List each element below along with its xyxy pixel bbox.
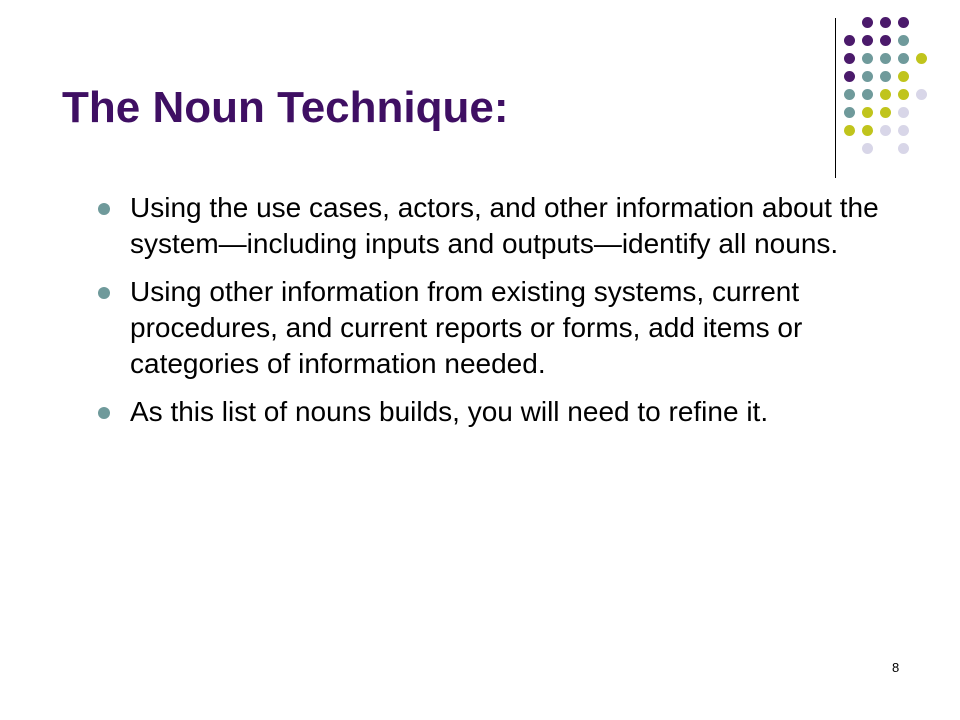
decorative-dot bbox=[898, 35, 909, 46]
bullet-list bbox=[96, 190, 896, 442]
decorative-dot bbox=[916, 53, 927, 64]
bullet-item bbox=[96, 190, 896, 262]
decorative-dot bbox=[916, 89, 927, 100]
decorative-dot bbox=[898, 107, 909, 118]
decorative-dot bbox=[862, 71, 873, 82]
decorative-dot bbox=[844, 107, 855, 118]
decorative-divider bbox=[835, 18, 836, 178]
bullet-item bbox=[96, 274, 896, 382]
bullet-text: As this list of nouns builds, you will need to refine it. bbox=[130, 396, 769, 427]
decorative-dot bbox=[880, 35, 891, 46]
page-number: 8 bbox=[892, 660, 900, 675]
decorative-dot bbox=[862, 35, 873, 46]
decorative-dot bbox=[862, 143, 873, 154]
bullet-text: Using the use cases, actors, and other information about the system—including inputs and outputs—identify all nouns. bbox=[130, 192, 879, 259]
decorative-dot bbox=[844, 53, 855, 64]
bullet-marker bbox=[98, 203, 110, 215]
slide-title: The Noun Technique: bbox=[62, 83, 509, 132]
bullet-marker bbox=[98, 287, 110, 299]
decorative-dot bbox=[898, 143, 909, 154]
decorative-dot bbox=[862, 89, 873, 100]
bullet-item bbox=[96, 394, 896, 430]
decorative-dot bbox=[844, 35, 855, 46]
decorative-dot bbox=[862, 125, 873, 136]
decorative-dot bbox=[880, 89, 891, 100]
decorative-dot bbox=[862, 53, 873, 64]
bullet-text: Using other information from existing systems, current procedures, and current reports or forms, add items or categories of information needed. bbox=[130, 276, 803, 379]
decorative-dot bbox=[880, 53, 891, 64]
decorative-dot bbox=[898, 125, 909, 136]
decorative-dot bbox=[862, 17, 873, 28]
decorative-dot bbox=[898, 53, 909, 64]
decorative-dot bbox=[898, 17, 909, 28]
decorative-dot bbox=[880, 125, 891, 136]
decorative-dot bbox=[844, 89, 855, 100]
decorative-dot bbox=[862, 107, 873, 118]
decorative-dot bbox=[880, 107, 891, 118]
decorative-dot bbox=[880, 17, 891, 28]
decorative-dot bbox=[880, 71, 891, 82]
decorative-dot bbox=[898, 89, 909, 100]
decorative-dot bbox=[844, 71, 855, 82]
decorative-dot bbox=[898, 71, 909, 82]
decorative-dot bbox=[844, 125, 855, 136]
decorative-dot-grid bbox=[840, 15, 950, 155]
bullet-marker bbox=[98, 407, 110, 419]
